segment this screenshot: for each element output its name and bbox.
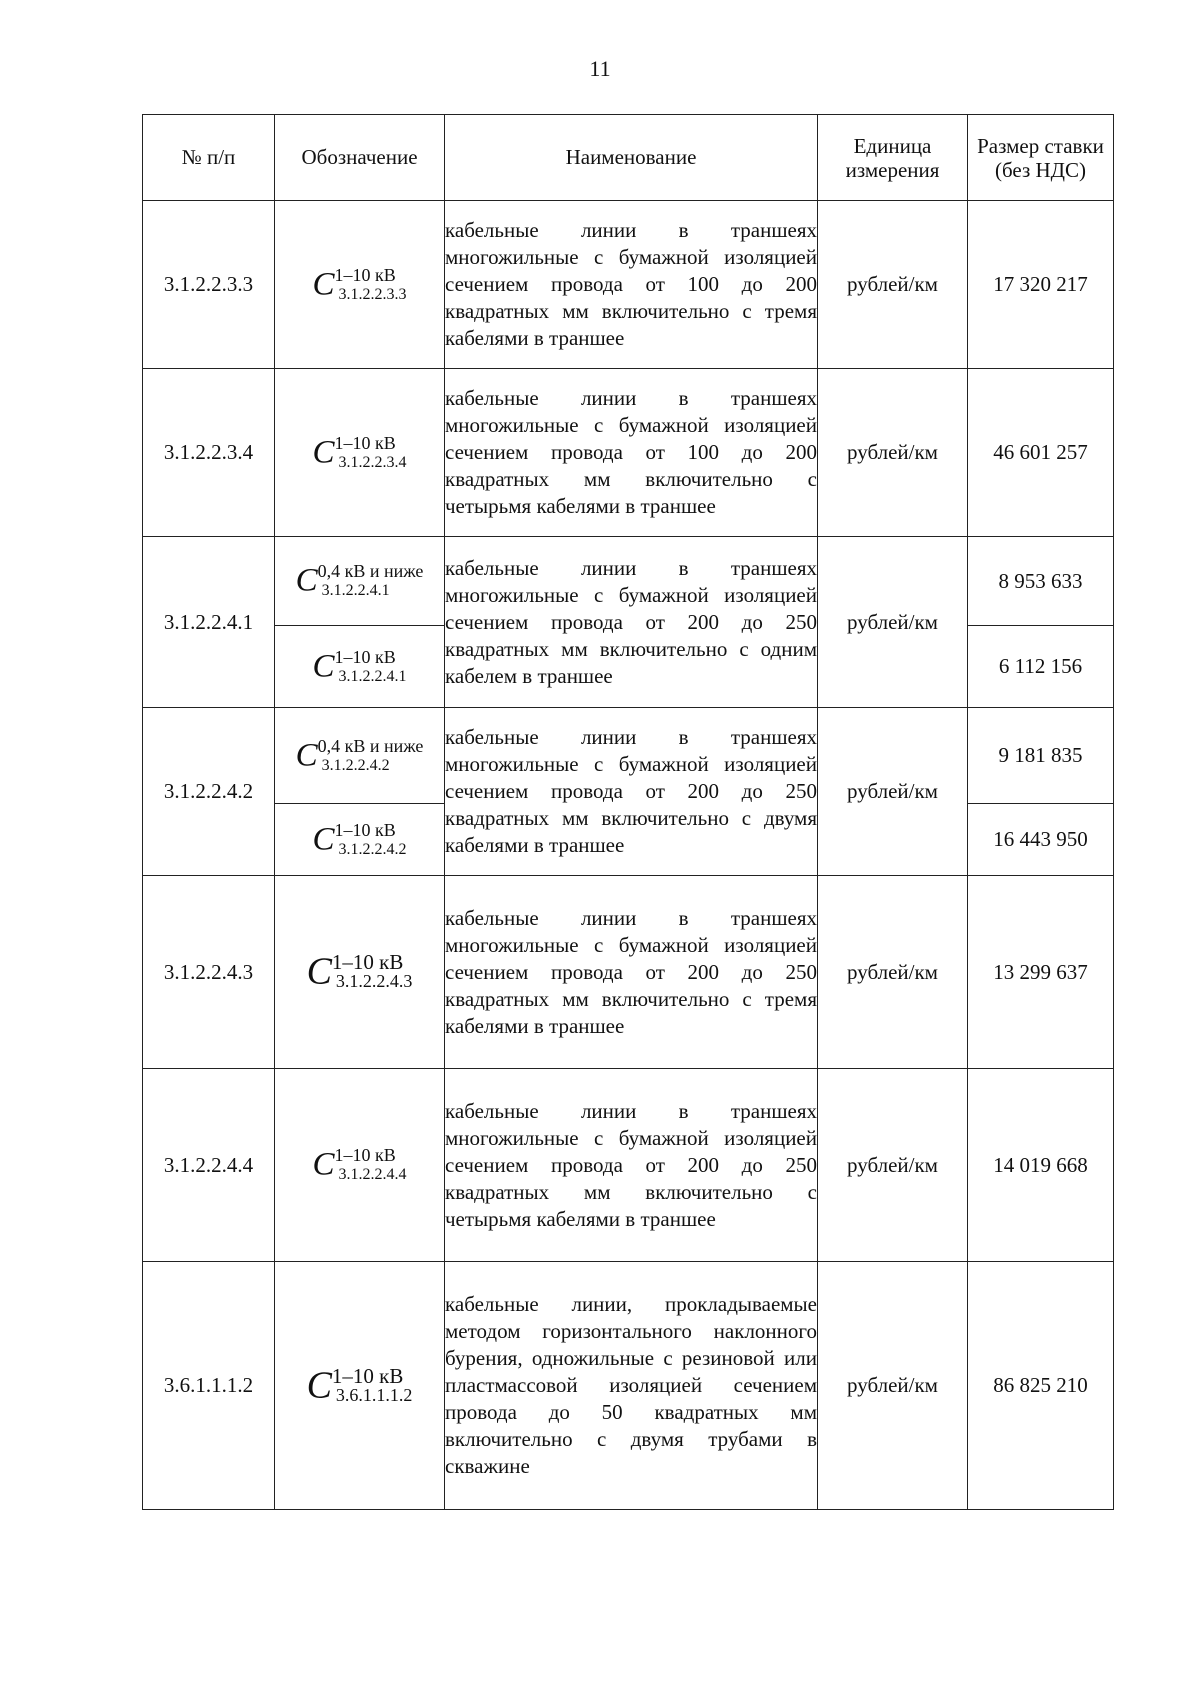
row-number: 3.1.2.2.4.2 (143, 708, 275, 876)
row-rate: 9 181 835 (968, 708, 1114, 804)
page-number: 11 (589, 56, 611, 81)
row-name: кабельные линии в траншеях многожильные с бумажной изоляцией сечением провода от 100 до 200 квадратных мм включительно с тремя кабелями в траншее (445, 201, 818, 369)
notation-index: 3.6.1.1.1.2 (335, 1384, 413, 1405)
row-rate: 13 299 637 (968, 876, 1114, 1069)
row-name: кабельные линии в траншеях многожильные с бумажной изоляцией сечением провода от 200 до 250 квадратных мм включительно с одним кабелем в траншее (445, 537, 818, 708)
notation-index: 3.1.2.2.3.4 (338, 453, 407, 471)
row-name: кабельные линии, прокладываемые методом горизонтального наклонного бурения, одножильные с резиновой или пластмассовой изоляцией сечением провода до 50 квадратных мм включительно с двумя трубами в скважине (445, 1262, 818, 1510)
notation-voltage: 1–10 кВ (331, 950, 404, 974)
header-unit: Единица измерения (818, 115, 968, 201)
row-rate: 17 320 217 (968, 201, 1114, 369)
header-num: № п/п (143, 115, 275, 201)
table-row (143, 1262, 1114, 1510)
row-rate: 86 825 210 (968, 1262, 1114, 1510)
table-row (143, 537, 1114, 626)
notation-voltage: 0,4 кВ и ниже (317, 735, 424, 756)
row-name: кабельные линии в траншеях многожильные с бумажной изоляцией сечением провода от 100 до 200 квадратных мм включительно с четырьмя кабелями в траншее (445, 369, 818, 537)
notation-cell (275, 626, 445, 708)
notation-formula: C 1–10 кВ 3.1.2.2.4.4 (312, 1145, 407, 1183)
notation-formula: C 0,4 кВ и ниже 3.1.2.2.4.2 (295, 735, 424, 774)
row-rate: 8 953 633 (968, 537, 1114, 626)
row-unit: рублей/км (818, 708, 968, 876)
notation-cell (275, 201, 445, 369)
table-row (143, 876, 1114, 1069)
row-number: 3.1.2.2.4.4 (143, 1069, 275, 1262)
row-name: кабельные линии в траншеях многожильные с бумажной изоляцией сечением провода от 200 до 250 квадратных мм включительно с четырьмя кабелями в траншее (445, 1069, 818, 1262)
notation-cell (275, 804, 445, 876)
notation-index: 3.1.2.2.3.3 (338, 285, 407, 303)
notation-formula: C 0,4 кВ и ниже 3.1.2.2.4.1 (295, 561, 424, 599)
notation-index: 3.1.2.2.4.3 (335, 971, 413, 991)
row-number: 3.1.2.2.3.4 (143, 369, 275, 537)
table-row (143, 1069, 1114, 1262)
notation-formula: C 1–10 кВ 3.1.2.2.4.2 (312, 819, 407, 858)
row-rate: 46 601 257 (968, 369, 1114, 537)
notation-cell (275, 537, 445, 626)
notation-cell (275, 876, 445, 1069)
notation-cell (275, 369, 445, 537)
row-name: кабельные линии в траншеях многожильные с бумажной изоляцией сечением провода от 200 до 250 квадратных мм включительно с двумя кабелями в траншее (445, 708, 818, 876)
table-row (143, 708, 1114, 804)
table-row (143, 201, 1114, 369)
notation-formula: C 1–10 кВ 3.1.2.2.4.3 (306, 950, 413, 993)
header-rate: Размер ставки (без НДС) (968, 115, 1114, 201)
notation-index: 3.1.2.2.4.1 (338, 667, 407, 685)
row-number: 3.1.2.2.4.1 (143, 537, 275, 708)
row-unit: рублей/км (818, 1262, 968, 1510)
notation-cell (275, 1069, 445, 1262)
notation-index: 3.1.2.2.4.1 (321, 582, 390, 599)
notation-formula: C 1–10 кВ 3.1.2.2.3.4 (312, 432, 407, 471)
row-rate: 16 443 950 (968, 804, 1114, 876)
notation-voltage: 1–10 кВ (334, 432, 396, 453)
notation-index: 3.1.2.2.4.2 (321, 756, 390, 774)
rates-table (142, 114, 1114, 1510)
table-row (143, 369, 1114, 537)
notation-formula: C 1–10 кВ 3.1.2.2.3.3 (312, 264, 407, 303)
header-name: Наименование (445, 115, 818, 201)
header-row (143, 115, 1114, 201)
row-rate: 6 112 156 (968, 626, 1114, 708)
notation-formula: C 1–10 кВ 3.1.2.2.4.1 (312, 646, 407, 685)
row-rate: 14 019 668 (968, 1069, 1114, 1262)
notation-cell (275, 1262, 445, 1510)
notation-cell (275, 708, 445, 804)
notation-formula: C 1–10 кВ 3.6.1.1.1.2 (306, 1363, 413, 1406)
row-unit: рублей/км (818, 876, 968, 1069)
notation-voltage: 1–10 кВ (334, 1145, 396, 1165)
notation-voltage: 0,4 кВ и ниже (317, 561, 424, 581)
row-number: 3.6.1.1.1.2 (143, 1262, 275, 1510)
row-unit: рублей/км (818, 201, 968, 369)
row-unit: рублей/км (818, 1069, 968, 1262)
row-number: 3.1.2.2.3.3 (143, 201, 275, 369)
notation-index: 3.1.2.2.4.4 (338, 1166, 407, 1183)
row-name: кабельные линии в траншеях многожильные с бумажной изоляцией сечением провода от 200 до 250 квадратных мм включительно с тремя кабелями в траншее (445, 876, 818, 1069)
notation-voltage: 1–10 кВ (334, 819, 396, 840)
notation-index: 3.1.2.2.4.2 (338, 840, 407, 858)
row-unit: рублей/км (818, 369, 968, 537)
notation-voltage: 1–10 кВ (334, 264, 396, 285)
row-unit: рублей/км (818, 537, 968, 708)
notation-voltage: 1–10 кВ (334, 646, 396, 667)
header-notation: Обозначение (275, 115, 445, 201)
notation-voltage: 1–10 кВ (331, 1363, 404, 1388)
row-number: 3.1.2.2.4.3 (143, 876, 275, 1069)
